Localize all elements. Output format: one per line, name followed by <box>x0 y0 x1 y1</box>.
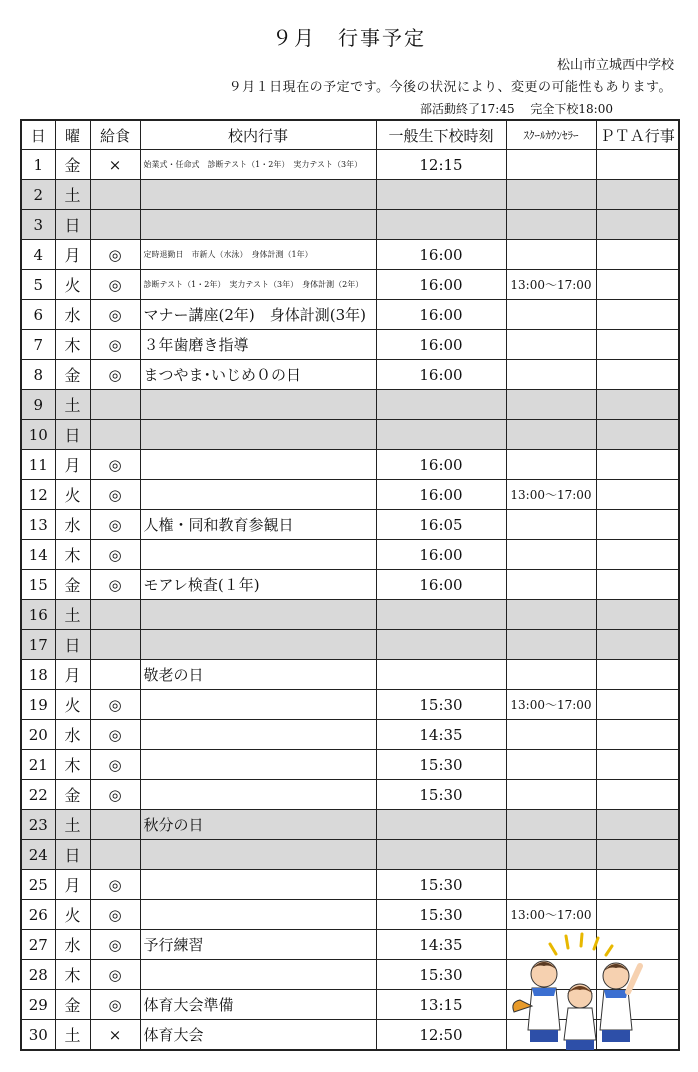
cell-dismissal-time <box>376 810 506 840</box>
cell-pta-event <box>596 150 679 180</box>
cell-lunch <box>90 840 140 870</box>
table-row <box>21 210 679 240</box>
cell-pta-event <box>596 510 679 540</box>
table-row <box>21 810 679 840</box>
cell-dismissal-time <box>376 390 506 420</box>
cell-dismissal-time <box>376 630 506 660</box>
cell-day: 11 <box>21 450 55 480</box>
cell-school-event: ３年歯磨き指導 <box>140 330 376 360</box>
cell-pta-event <box>596 210 679 240</box>
cell-weekday: 日 <box>55 420 90 450</box>
cell-dismissal-time: 15:30 <box>376 780 506 810</box>
cell-school-event <box>140 690 376 720</box>
cell-school-event <box>140 720 376 750</box>
table-row <box>21 750 679 780</box>
cell-day: 13 <box>21 510 55 540</box>
cell-pta-event <box>596 450 679 480</box>
cell-school-event <box>140 630 376 660</box>
cell-lunch: ◎ <box>90 990 140 1020</box>
table-row <box>21 570 679 600</box>
cell-dismissal-time: 15:30 <box>376 900 506 930</box>
cell-counselor <box>506 180 596 210</box>
cell-dismissal-time: 15:30 <box>376 690 506 720</box>
cell-school-event <box>140 960 376 990</box>
cell-pta-event <box>596 540 679 570</box>
cell-pta-event <box>596 570 679 600</box>
cell-counselor <box>506 300 596 330</box>
cell-pta-event <box>596 870 679 900</box>
cell-counselor <box>506 570 596 600</box>
cell-day: 16 <box>21 600 55 630</box>
cell-pta-event <box>596 720 679 750</box>
cell-lunch <box>90 630 140 660</box>
cell-lunch: ◎ <box>90 930 140 960</box>
cell-counselor <box>506 360 596 390</box>
cell-lunch: ◎ <box>90 360 140 390</box>
header-counselor: ｽｸｰﾙｶｳﾝｾﾗｰ <box>506 120 596 150</box>
cell-lunch: ◎ <box>90 780 140 810</box>
cell-dismissal-time <box>376 420 506 450</box>
cell-weekday: 水 <box>55 720 90 750</box>
cell-pta-event <box>596 360 679 390</box>
cell-weekday: 日 <box>55 210 90 240</box>
cell-counselor <box>506 630 596 660</box>
cell-day: 8 <box>21 360 55 390</box>
cell-pta-event <box>596 480 679 510</box>
cell-pta-event <box>596 270 679 300</box>
cell-counselor <box>506 210 596 240</box>
cell-day: 29 <box>21 990 55 1020</box>
cell-school-event: 体育大会準備 <box>140 990 376 1020</box>
cell-pta-event <box>596 240 679 270</box>
cell-pta-event <box>596 750 679 780</box>
page-title: ９月 行事予定 <box>272 26 426 50</box>
cell-dismissal-time: 14:35 <box>376 930 506 960</box>
cell-dismissal-time <box>376 180 506 210</box>
table-row <box>21 360 679 390</box>
cell-counselor <box>506 540 596 570</box>
cell-pta-event <box>596 690 679 720</box>
cell-day: 26 <box>21 900 55 930</box>
cell-school-event: 始業式・任命式 診断テスト（1・2年） 実力テスト（3年） <box>140 150 376 180</box>
cell-day: 10 <box>21 420 55 450</box>
table-row <box>21 720 679 750</box>
cell-weekday: 土 <box>55 810 90 840</box>
cell-weekday: 土 <box>55 600 90 630</box>
cell-lunch: ◎ <box>90 540 140 570</box>
table-row <box>21 420 679 450</box>
cell-day: 20 <box>21 720 55 750</box>
cell-dismissal-time: 15:30 <box>376 750 506 780</box>
table-row <box>21 780 679 810</box>
cell-dismissal-time: 16:00 <box>376 570 506 600</box>
cell-dismissal-time: 14:35 <box>376 720 506 750</box>
table-row <box>21 450 679 480</box>
schedule-table <box>20 119 680 1051</box>
header-day: 日 <box>21 120 55 150</box>
cell-dismissal-time: 15:30 <box>376 960 506 990</box>
cell-weekday: 月 <box>55 660 90 690</box>
cell-day: 3 <box>21 210 55 240</box>
cell-school-event <box>140 390 376 420</box>
cell-counselor <box>506 150 596 180</box>
cell-weekday: 水 <box>55 510 90 540</box>
cell-weekday: 水 <box>55 300 90 330</box>
cell-day: 4 <box>21 240 55 270</box>
cell-weekday: 火 <box>55 690 90 720</box>
cell-school-event <box>140 840 376 870</box>
cell-counselor <box>506 420 596 450</box>
table-row <box>21 390 679 420</box>
cell-counselor <box>506 840 596 870</box>
header-lunch: 給食 <box>90 120 140 150</box>
cell-dismissal-time <box>376 600 506 630</box>
cell-lunch <box>90 660 140 690</box>
cell-lunch <box>90 420 140 450</box>
cell-school-event <box>140 420 376 450</box>
cell-lunch <box>90 810 140 840</box>
cell-weekday: 土 <box>55 1020 90 1051</box>
cell-day: 7 <box>21 330 55 360</box>
cell-dismissal-time <box>376 660 506 690</box>
cell-lunch: ◎ <box>90 750 140 780</box>
table-row <box>21 660 679 690</box>
cell-weekday: 金 <box>55 570 90 600</box>
cell-dismissal-time: 16:00 <box>376 450 506 480</box>
cell-school-event <box>140 210 376 240</box>
cell-pta-event <box>596 810 679 840</box>
cell-counselor <box>506 600 596 630</box>
cell-lunch: ◎ <box>90 480 140 510</box>
cell-pta-event <box>596 330 679 360</box>
cell-weekday: 月 <box>55 450 90 480</box>
table-row <box>21 690 679 720</box>
cell-day: 22 <box>21 780 55 810</box>
cell-weekday: 木 <box>55 330 90 360</box>
cell-counselor: 13:00～17:00 <box>506 480 596 510</box>
cell-lunch: ◎ <box>90 330 140 360</box>
table-row <box>21 180 679 210</box>
cell-counselor: 13:00～17:00 <box>506 270 596 300</box>
cell-dismissal-time: 16:00 <box>376 270 506 300</box>
cell-school-event: 敬老の日 <box>140 660 376 690</box>
cell-dismissal-time <box>376 210 506 240</box>
cell-day: 1 <box>21 150 55 180</box>
cell-school-event: マナー講座(2年) 身体計測(3年) <box>140 300 376 330</box>
cell-lunch <box>90 390 140 420</box>
cell-weekday: 木 <box>55 540 90 570</box>
cheering-students-illustration <box>510 930 648 1054</box>
cell-lunch: ◎ <box>90 240 140 270</box>
cell-weekday: 火 <box>55 480 90 510</box>
cell-dismissal-time: 12:15 <box>376 150 506 180</box>
cell-weekday: 金 <box>55 780 90 810</box>
cell-day: 21 <box>21 750 55 780</box>
cell-weekday: 木 <box>55 750 90 780</box>
cell-day: 5 <box>21 270 55 300</box>
cell-pta-event <box>596 180 679 210</box>
cell-day: 12 <box>21 480 55 510</box>
header-dismissal-time: 一般生下校時刻 <box>376 120 506 150</box>
cell-day: 24 <box>21 840 55 870</box>
table-row <box>21 510 679 540</box>
cell-day: 17 <box>21 630 55 660</box>
cell-school-event: 体育大会 <box>140 1020 376 1051</box>
cell-pta-event <box>596 390 679 420</box>
cell-dismissal-time: 16:00 <box>376 360 506 390</box>
school-name: 松山市立城西中学校 <box>556 58 674 73</box>
cell-lunch: ◎ <box>90 570 140 600</box>
schedule-notice: ９月１日現在の予定です。今後の状況により、変更の可能性もあります。 <box>228 80 672 95</box>
cell-day: 23 <box>21 810 55 840</box>
table-row <box>21 300 679 330</box>
cell-counselor <box>506 240 596 270</box>
cell-day: 14 <box>21 540 55 570</box>
table-row <box>21 600 679 630</box>
cell-counselor <box>506 810 596 840</box>
cell-counselor <box>506 390 596 420</box>
cell-pta-event <box>596 420 679 450</box>
cell-counselor <box>506 720 596 750</box>
table-row <box>21 840 679 870</box>
cell-school-event: 診断テスト（1・2年） 実力テスト（3年） 身体計測（2年） <box>140 270 376 300</box>
table-row <box>21 540 679 570</box>
cell-counselor <box>506 780 596 810</box>
cell-counselor <box>506 510 596 540</box>
cell-pta-event <box>596 300 679 330</box>
cell-lunch: ◎ <box>90 300 140 330</box>
cell-lunch: ◎ <box>90 720 140 750</box>
cell-weekday: 水 <box>55 930 90 960</box>
club-dismissal-times: 部活動終了17:45 完全下校18:00 <box>420 102 613 116</box>
cell-weekday: 火 <box>55 900 90 930</box>
header-school-events: 校内行事 <box>140 120 376 150</box>
cell-counselor: 13:00～17:00 <box>506 690 596 720</box>
cell-weekday: 日 <box>55 840 90 870</box>
cell-pta-event <box>596 600 679 630</box>
cell-weekday: 火 <box>55 270 90 300</box>
cell-lunch <box>90 600 140 630</box>
cell-pta-event <box>596 660 679 690</box>
cell-school-event: まつやま･いじめ０の日 <box>140 360 376 390</box>
cell-school-event <box>140 870 376 900</box>
cell-school-event: 人権・同和教育参観日 <box>140 510 376 540</box>
cell-pta-event <box>596 900 679 930</box>
cell-school-event <box>140 780 376 810</box>
cell-day: 27 <box>21 930 55 960</box>
cell-day: 25 <box>21 870 55 900</box>
cell-dismissal-time: 16:00 <box>376 330 506 360</box>
cell-dismissal-time: 16:00 <box>376 540 506 570</box>
cell-lunch: ◎ <box>90 690 140 720</box>
cell-day: 2 <box>21 180 55 210</box>
table-row <box>21 270 679 300</box>
table-row <box>21 630 679 660</box>
cell-school-event: 予行練習 <box>140 930 376 960</box>
header-weekday: 曜 <box>55 120 90 150</box>
cell-weekday: 日 <box>55 630 90 660</box>
cell-counselor <box>506 660 596 690</box>
cell-school-event <box>140 600 376 630</box>
cell-counselor <box>506 330 596 360</box>
cell-weekday: 金 <box>55 990 90 1020</box>
cell-school-event <box>140 180 376 210</box>
cell-lunch <box>90 210 140 240</box>
table-row <box>21 330 679 360</box>
cell-day: 6 <box>21 300 55 330</box>
cell-school-event <box>140 480 376 510</box>
cell-school-event <box>140 900 376 930</box>
cell-lunch <box>90 180 140 210</box>
cell-school-event: モアレ検査(１年) <box>140 570 376 600</box>
cell-lunch: ◎ <box>90 510 140 540</box>
cell-lunch: × <box>90 1020 140 1051</box>
cell-weekday: 金 <box>55 150 90 180</box>
cell-weekday: 金 <box>55 360 90 390</box>
cell-pta-event <box>596 630 679 660</box>
cell-dismissal-time <box>376 840 506 870</box>
cell-dismissal-time: 12:50 <box>376 1020 506 1051</box>
cell-dismissal-time: 13:15 <box>376 990 506 1020</box>
cell-counselor <box>506 750 596 780</box>
cell-lunch: ◎ <box>90 870 140 900</box>
cell-lunch: ◎ <box>90 450 140 480</box>
cell-school-event <box>140 750 376 780</box>
cell-day: 15 <box>21 570 55 600</box>
cell-school-event: 定時退勤日 市新人（水泳） 身体計測（1年） <box>140 240 376 270</box>
cell-day: 18 <box>21 660 55 690</box>
table-row <box>21 150 679 180</box>
cell-weekday: 木 <box>55 960 90 990</box>
cell-lunch: ◎ <box>90 960 140 990</box>
cell-weekday: 月 <box>55 240 90 270</box>
table-row <box>21 900 679 930</box>
cell-dismissal-time: 16:00 <box>376 240 506 270</box>
cell-day: 9 <box>21 390 55 420</box>
cell-counselor <box>506 870 596 900</box>
cell-pta-event <box>596 840 679 870</box>
cell-day: 19 <box>21 690 55 720</box>
cell-lunch: ◎ <box>90 270 140 300</box>
cell-lunch: × <box>90 150 140 180</box>
cell-day: 28 <box>21 960 55 990</box>
cell-counselor <box>506 450 596 480</box>
cell-day: 30 <box>21 1020 55 1051</box>
header-pta-events: ＰＴＡ行事 <box>596 120 679 150</box>
cell-dismissal-time: 16:00 <box>376 480 506 510</box>
cell-dismissal-time: 16:00 <box>376 300 506 330</box>
cell-weekday: 土 <box>55 180 90 210</box>
cell-lunch: ◎ <box>90 900 140 930</box>
cell-school-event <box>140 450 376 480</box>
cell-weekday: 月 <box>55 870 90 900</box>
cell-weekday: 土 <box>55 390 90 420</box>
cell-pta-event <box>596 780 679 810</box>
cell-dismissal-time: 16:05 <box>376 510 506 540</box>
cell-dismissal-time: 15:30 <box>376 870 506 900</box>
table-row <box>21 240 679 270</box>
cell-school-event <box>140 540 376 570</box>
table-header-row <box>21 120 679 150</box>
cell-counselor: 13:00～17:00 <box>506 900 596 930</box>
table-row <box>21 870 679 900</box>
cell-school-event: 秋分の日 <box>140 810 376 840</box>
table-row <box>21 480 679 510</box>
